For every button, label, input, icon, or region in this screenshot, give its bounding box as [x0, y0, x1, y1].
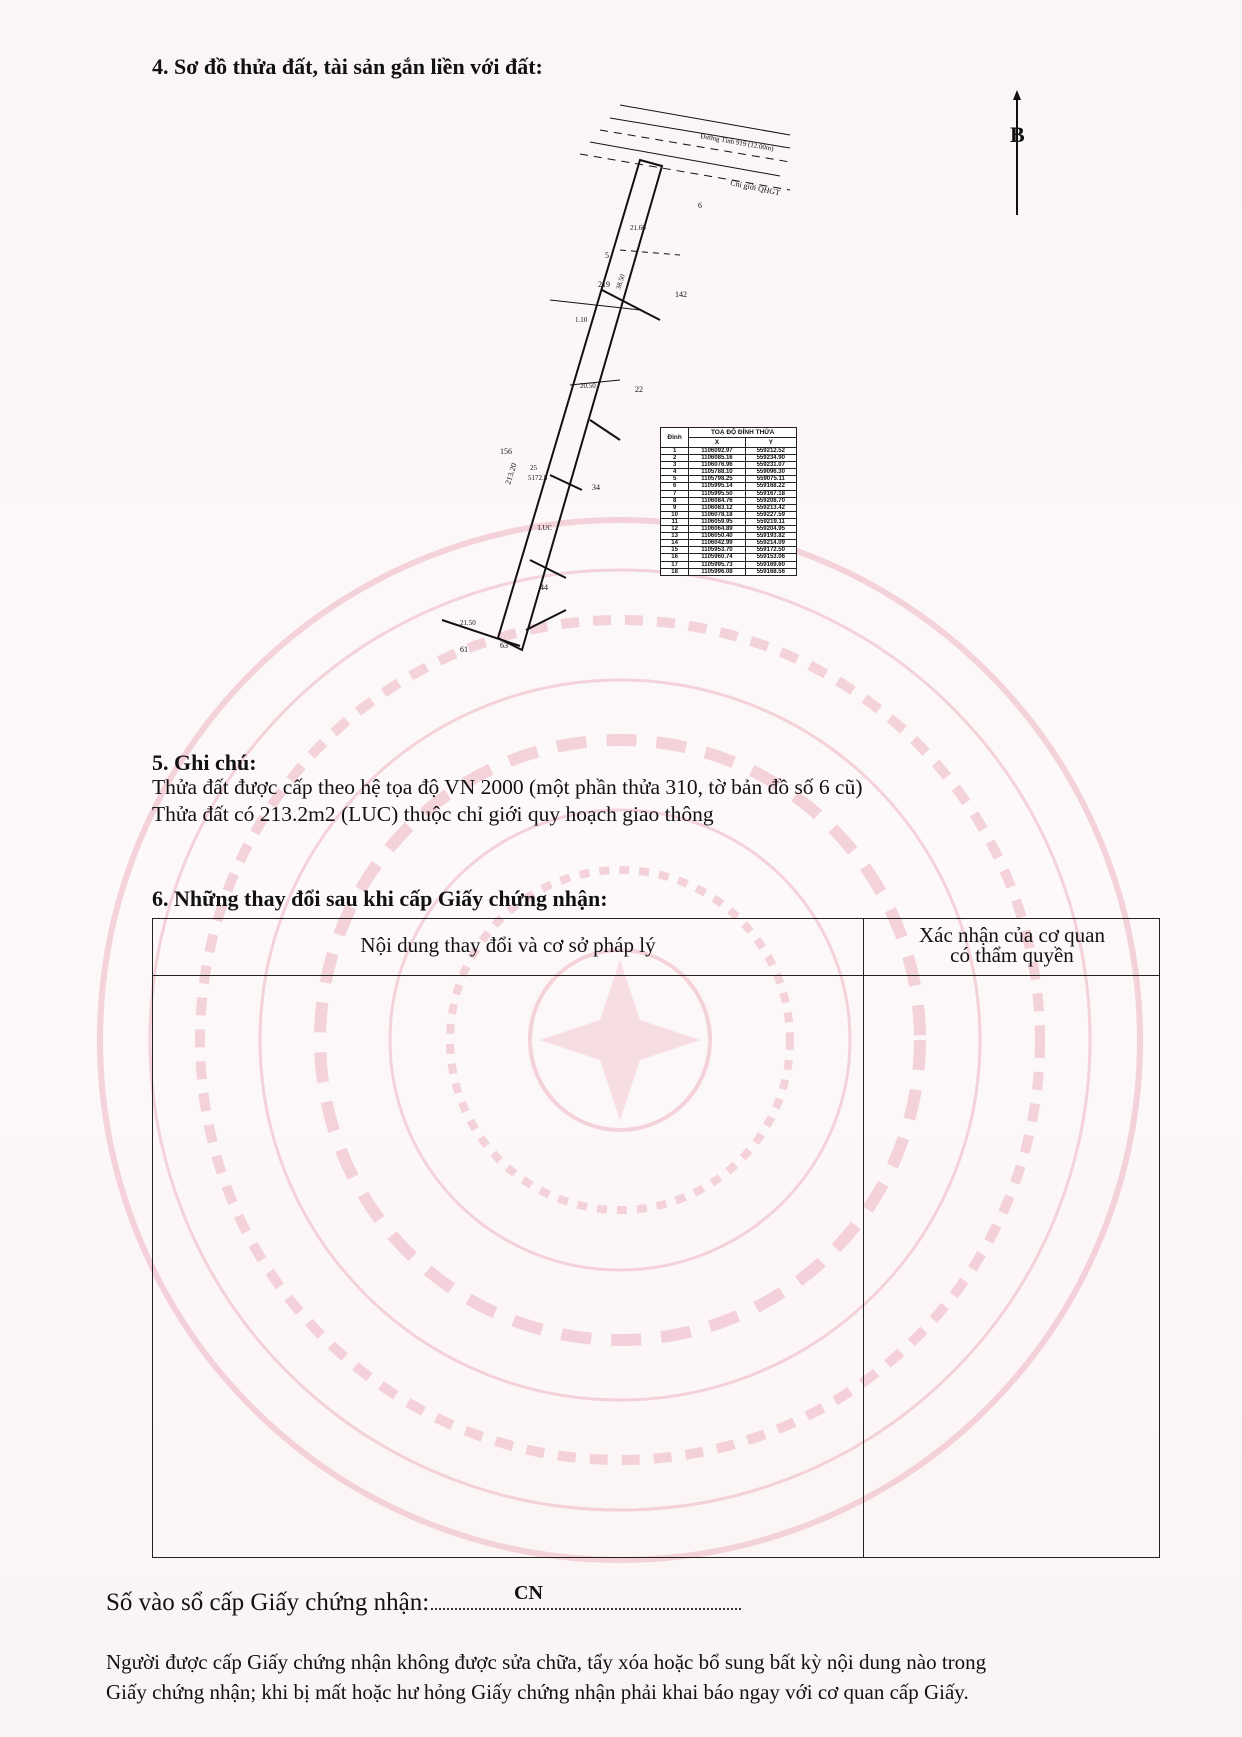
y-cell: 559168.22	[745, 483, 796, 490]
y-cell: 559231.07	[745, 462, 796, 469]
x-cell: 1106084.76	[689, 497, 745, 504]
x-cell: 1105960.74	[689, 554, 745, 561]
neighbor-34: 34	[592, 483, 600, 492]
area-planned: 213.20	[503, 461, 519, 486]
x-cell: 1106042.99	[689, 540, 745, 547]
x-cell: 1105788.10	[689, 469, 745, 476]
section-4-heading: 4. Sơ đồ thửa đất, tài sản gắn liền với đất:	[152, 54, 543, 79]
x-cell: 1106076.96	[689, 462, 745, 469]
y-cell: 559213.42	[745, 504, 796, 511]
table-col-vertex: Đỉnh	[661, 428, 689, 448]
y-cell: 559167.18	[745, 490, 796, 497]
y-cell: 559169.60	[745, 561, 796, 568]
vertex-cell: 13	[661, 533, 689, 540]
y-cell: 559096.30	[745, 469, 796, 476]
x-cell: 1105996.08	[689, 568, 745, 575]
neighbor-63: 63	[500, 641, 508, 650]
edge-length-1: 21.60	[630, 224, 646, 232]
x-cell: 1105995.73	[689, 561, 745, 568]
edge-length-2: 1.10	[575, 316, 588, 324]
y-cell: 559219.11	[745, 518, 796, 525]
y-cell: 559204.95	[745, 526, 796, 533]
x-cell: 1106078.18	[689, 511, 745, 518]
area-label: 5172.8	[528, 474, 548, 482]
vertex-cell: 5	[661, 476, 689, 483]
road-label: Đường Tỉnh 919 (12.00m)	[699, 132, 775, 153]
authority-line-2: có thẩm quyền	[950, 943, 1074, 967]
vertex-cell: 4	[661, 469, 689, 476]
vertex-cell: 12	[661, 526, 689, 533]
changes-table	[152, 918, 1160, 1558]
y-cell: 559193.82	[745, 533, 796, 540]
note-line-1: Thửa đất được cấp theo hệ tọa độ VN 2000 (một phần thửa 310, tờ bản đồ số 6 cũ)	[152, 775, 863, 799]
x-cell: 1106050.40	[689, 533, 745, 540]
y-cell: 559168.56	[745, 568, 796, 575]
parcel-sketch	[430, 90, 1030, 690]
vertex-cell: 18	[661, 568, 689, 575]
table-row	[661, 547, 797, 554]
footer-line-1: Người được cấp Giấy chứng nhận không được sửa chữa, tẩy xóa hoặc bổ sung bất kỳ nội dung nào trong	[106, 1650, 987, 1674]
table-row	[661, 497, 797, 504]
vertex-cell: 9	[661, 504, 689, 511]
y-cell: 559153.06	[745, 554, 796, 561]
footer-line-2: Giấy chứng nhận; khi bị mất hoặc hư hỏng Giấy chứng nhận phải khai báo ngay với cơ quan cấp Giấy.	[106, 1680, 969, 1704]
table-col-x: X	[689, 438, 745, 448]
section-5-heading: 5. Ghi chú:	[152, 750, 257, 775]
table-row	[661, 455, 797, 462]
changes-col-authority	[865, 925, 1159, 965]
x-cell: 1106059.95	[689, 518, 745, 525]
table-col-y: Y	[745, 438, 796, 448]
vertex-cell: 8	[661, 497, 689, 504]
note-line-2: Thửa đất có 213.2m2 (LUC) thuộc chỉ giới quy hoạch giao thông	[152, 802, 714, 826]
neighbor-156: 156	[500, 447, 512, 456]
parcel-number: 25	[530, 464, 537, 472]
vertex-cell: 7	[661, 490, 689, 497]
vertex-cell: 17	[661, 561, 689, 568]
x-cell: 1106083.12	[689, 504, 745, 511]
neighbor-22: 22	[635, 385, 643, 394]
vertex-cell: 1	[661, 448, 689, 455]
x-cell: 1105995.50	[689, 490, 745, 497]
table-row	[661, 540, 797, 547]
column-divider	[863, 919, 864, 1557]
table-row	[661, 462, 797, 469]
x-cell: 1105798.25	[689, 476, 745, 483]
y-cell: 559227.59	[745, 511, 796, 518]
neighbor-219: 219	[598, 280, 610, 289]
vertex-coordinate-table	[660, 427, 797, 576]
table-row	[661, 511, 797, 518]
table-row	[661, 533, 797, 540]
table-row	[661, 561, 797, 568]
neighbor-61: 61	[460, 645, 468, 654]
x-cell: 1106064.89	[689, 526, 745, 533]
vertex-cell: 3	[661, 462, 689, 469]
table-row	[661, 469, 797, 476]
register-number	[106, 1589, 741, 1617]
parcel-type: LUC	[538, 524, 552, 532]
vertex-cell: 11	[661, 518, 689, 525]
vertex-cell: 16	[661, 554, 689, 561]
x-cell: 1105953.70	[689, 547, 745, 554]
vertex-cell: 6	[661, 483, 689, 490]
y-cell: 559212.52	[745, 448, 796, 455]
y-cell: 559208.70	[745, 497, 796, 504]
edge-length-3: 20.50	[580, 382, 596, 390]
register-label: Số vào sổ cấp Giấy chứng nhận:	[106, 1589, 430, 1616]
table-row	[661, 526, 797, 533]
authority-line-1: Xác nhận của cơ quan	[918, 923, 1106, 947]
table-row	[661, 490, 797, 497]
vertex-cell: 2	[661, 455, 689, 462]
y-cell: 559075.11	[745, 476, 796, 483]
table-row	[661, 504, 797, 511]
table-row	[661, 554, 797, 561]
neighbor-5: 5	[605, 251, 609, 260]
y-cell: 559234.90	[745, 455, 796, 462]
changes-col-content: Nội dung thay đổi và cơ sở pháp lý	[360, 933, 656, 957]
table-row	[661, 568, 797, 575]
y-cell: 559172.50	[745, 547, 796, 554]
table-title: TOẠ ĐỘ ĐỈNH THỬA	[689, 428, 797, 438]
register-dotted-line	[431, 1607, 741, 1610]
table-row	[661, 518, 797, 525]
edge-length-5: 21.50	[460, 619, 476, 627]
table-row	[661, 483, 797, 490]
vertex-cell: 14	[661, 540, 689, 547]
table-row	[661, 448, 797, 455]
vertex-cell: 10	[661, 511, 689, 518]
register-code: CN	[514, 1582, 543, 1604]
y-cell: 559214.09	[745, 540, 796, 547]
section-6-heading: 6. Những thay đổi sau khi cấp Giấy chứng nhận:	[152, 886, 608, 911]
neighbor-6: 6	[698, 201, 702, 210]
x-cell: 1105995.14	[689, 483, 745, 490]
north-label: B	[1010, 122, 1025, 147]
table-body	[661, 448, 797, 576]
neighbor-44: 44	[540, 583, 548, 592]
vertex-cell: 15	[661, 547, 689, 554]
edge-length-4: 38.50	[614, 273, 627, 291]
neighbor-142: 142	[675, 290, 687, 299]
x-cell: 1106092.97	[689, 448, 745, 455]
x-cell: 1106085.16	[689, 455, 745, 462]
table-row	[661, 476, 797, 483]
boundary-label: Chỉ giới QHGT	[729, 178, 781, 198]
